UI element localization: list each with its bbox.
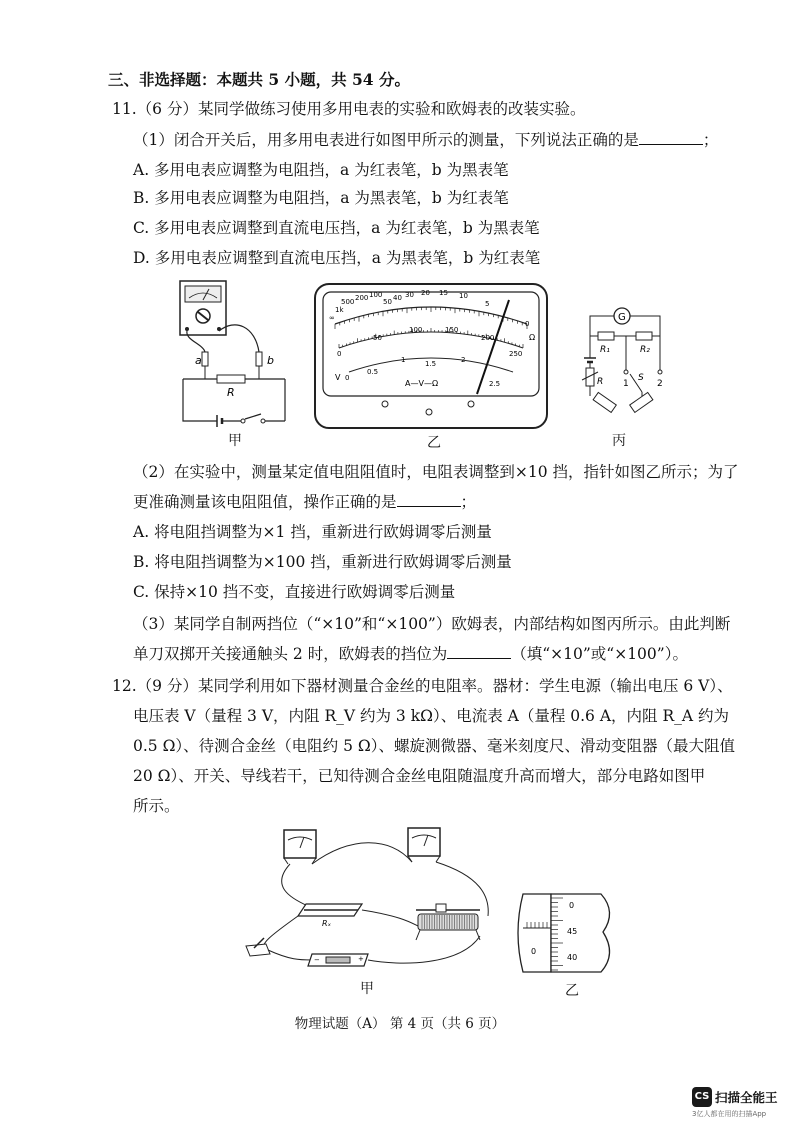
ohm-tick-20: 20 (421, 289, 430, 297)
v-tick-50: 50 (373, 334, 382, 342)
q11-part2-line1: （2）在实验中，测量某定值电阻阻值时，电阻表调整到×10 挡，指针如图乙所示；为了 (133, 463, 739, 481)
ohm-tick-5: 5 (485, 300, 490, 308)
meter-center-label: A—V—Ω (405, 379, 439, 388)
micrometer-sleeve (518, 894, 551, 972)
q11-part2-end: ； (460, 493, 477, 511)
v-tick-250: 250 (509, 350, 523, 358)
q11-option-c: C. 多用电表应调整到直流电压挡，a 为红表笔，b 为黑表笔 (133, 219, 540, 237)
resistor-r2 (636, 332, 652, 340)
q11-part1-text: （1）闭合开关后，用多用电表进行如图甲所示的测量，下列说法正确的是 (133, 131, 639, 149)
v-symbol: V (335, 373, 341, 382)
ohm-tick-10: 10 (459, 292, 468, 300)
label-r: R (597, 377, 604, 387)
ohm-tick-inf: ∞ (329, 314, 335, 322)
ohm-tick-500: 500 (341, 298, 355, 306)
ohm-unit: Ω (529, 333, 536, 342)
probe-b (256, 352, 262, 366)
label-a: a (195, 354, 202, 367)
switch-s: S (638, 373, 644, 383)
resistor-r (217, 375, 245, 383)
probe-a (202, 352, 208, 366)
figure-multimeter-circuit (175, 278, 300, 453)
q11-part2-text: 更准确测量该电阻阻值，操作正确的是 (133, 493, 397, 511)
camscanner-logo-icon: CS (692, 1087, 712, 1107)
q12-line2: 电压表 V（量程 3 V，内阻 R_V 约为 3 kΩ）、电流表 A（量程 0.6 A，内阻 R_A 约为 (133, 707, 729, 725)
q11-part3-end: （填“×10”或“×100”）。 (511, 645, 688, 663)
small-tick-2.5: 2.5 (489, 380, 501, 388)
ohm-tick-200: 200 (355, 294, 369, 302)
section-heading: 三、非选择题：本题共 5 小题，共 54 分。 (108, 70, 410, 89)
q11-option-d: D. 多用电表应调整到直流电压挡，a 为黑表笔，b 为红表笔 (133, 249, 541, 267)
q11-part2-option-a: A. 将电阻挡调整为×1 挡，重新进行欧姆调零后测量 (133, 523, 492, 541)
caption-apparatus-jia: 甲 (360, 981, 374, 997)
meter-screw-left (382, 401, 388, 407)
q11-part1-end: ； (702, 131, 719, 149)
ammeter (408, 828, 440, 856)
v-tick-150: 150 (445, 326, 459, 334)
v-tick-100: 100 (409, 326, 423, 334)
label-b: b (267, 354, 274, 367)
q11-option-b: B. 多用电表应调整为电阻挡，a 为黑表笔，b 为红表笔 (133, 189, 509, 207)
q12-line1: 12.（9 分）某同学利用如下器材测量合金丝的电阻率。器材：学生电源（输出电压 6 V）、 (112, 677, 733, 695)
ohm-tick-15: 15 (439, 289, 448, 297)
q11-option-a: A. 多用电表应调整为电阻挡，a 为红表笔，b 为黑表笔 (133, 161, 509, 179)
page-footer: 物理试题（A） 第 4 页（共 6 页） (294, 1016, 506, 1032)
q11-part3-line2 (133, 644, 688, 664)
answer-blank (639, 130, 703, 145)
q11-stem: 11.（6 分）某同学做练习使用多用电表的实验和欧姆表的改装实验。 (112, 100, 586, 118)
caption-bing: 丙 (612, 433, 626, 449)
figure-ohmmeter-internal (570, 300, 680, 430)
scanner-watermark (692, 1086, 778, 1119)
q11-part3-text: 单刀双掷开关接通触头 2 时，欧姆表的挡位为 (133, 645, 448, 663)
thimble-tick-40: 40 (567, 953, 578, 962)
probe-left (593, 392, 616, 412)
caption-micrometer-yi: 乙 (565, 983, 579, 999)
small-tick-1: 1 (401, 356, 406, 364)
voltmeter (284, 830, 316, 858)
meter-screw-right (468, 401, 474, 407)
ohm-tick-100: 100 (369, 291, 383, 299)
q11-part2-line2 (133, 492, 476, 512)
zero-adjust-screw (426, 409, 432, 415)
caption-yi: 乙 (427, 435, 441, 451)
answer-blank (397, 492, 461, 507)
v-tick-200: 200 (481, 334, 495, 342)
probe-right (630, 392, 653, 412)
answer-blank (447, 644, 511, 659)
switch (241, 419, 245, 423)
caption-jia: 甲 (228, 433, 242, 449)
ohm-tick-50: 50 (383, 298, 392, 306)
q11-part2-option-b: B. 将电阻挡调整为×100 挡，重新进行欧姆调零后测量 (133, 553, 512, 571)
micrometer-thimble (551, 894, 610, 972)
ohm-tick-40: 40 (393, 294, 402, 302)
label-r1: R₁ (600, 345, 610, 355)
svg-text:−: − (314, 956, 320, 964)
ohm-tick-0: 0 (525, 320, 530, 328)
small-tick-0.5: 0.5 (367, 368, 379, 376)
label-r: R (227, 386, 235, 399)
q11-part2-option-c: C. 保持×10 挡不变，直接进行欧姆调零后测量 (133, 583, 456, 601)
watermark-name: 扫描全能王 (715, 1089, 778, 1105)
small-tick-1.5: 1.5 (425, 360, 437, 368)
watermark-subtitle: 3亿人都在用的扫描App (692, 1109, 767, 1118)
thimble-tick-45: 45 (567, 927, 578, 936)
label-g: G (618, 312, 626, 323)
thimble-tick-0: 0 (569, 901, 575, 910)
terminal-2: 2 (657, 379, 663, 389)
ohm-tick-1k: 1k (335, 306, 344, 314)
figure-micrometer (515, 888, 625, 980)
small-tick-2: 2 (461, 356, 466, 364)
ohm-tick-30: 30 (405, 291, 414, 299)
sleeve-zero: 0 (531, 947, 537, 956)
q12-line5: 所示。 (133, 797, 180, 815)
resistor-r1 (598, 332, 614, 340)
q12-line3: 0.5 Ω）、待测合金丝（电阻约 5 Ω）、螺旋测微器、毫米刻度尺、滑动变阻器（最大阻值 (133, 737, 735, 755)
switch (246, 944, 270, 956)
q11-part1 (133, 130, 718, 150)
q12-line4: 20 Ω）、开关、导线若干，已知待测合金丝电阻随温度升高而增大，部分电路如图甲 (133, 767, 706, 785)
figure-apparatus (240, 826, 500, 976)
svg-text:+: + (358, 955, 364, 963)
q11-part3-line1: （3）某同学自制两挡位（“×10”和“×100”）欧姆表，内部结构如图丙所示。由此判断 (133, 615, 731, 633)
label-rx: Rₓ (322, 919, 332, 928)
small-tick-0: 0 (345, 374, 350, 382)
terminal-1: 1 (623, 379, 629, 389)
figure-meter-face (313, 282, 549, 430)
label-r2: R₂ (640, 345, 650, 355)
v-tick-0: 0 (337, 350, 342, 358)
